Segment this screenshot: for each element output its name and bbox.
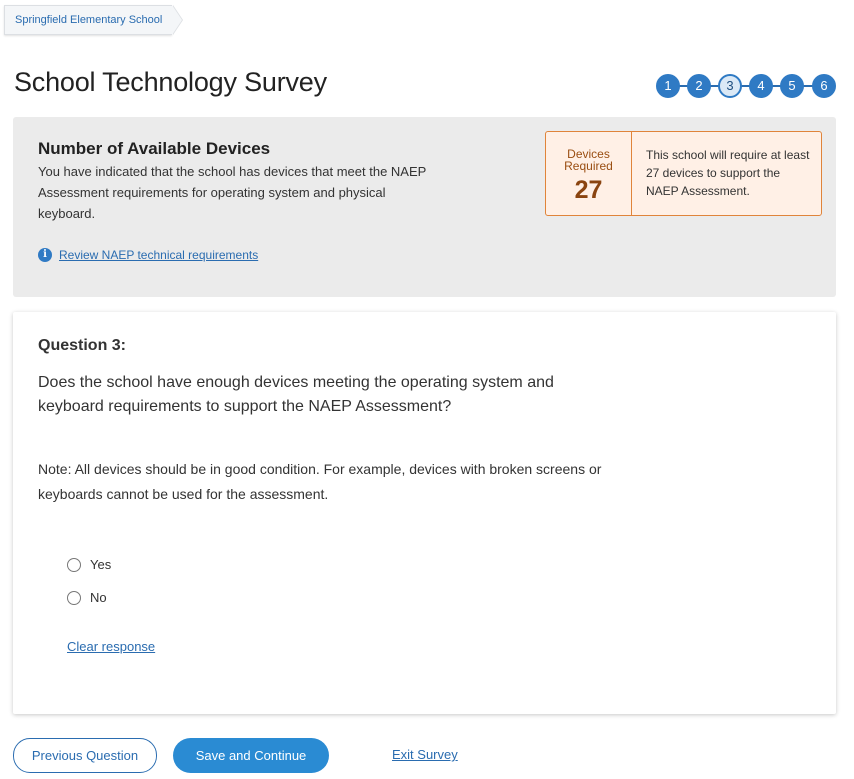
save-and-continue-button[interactable]: Save and Continue xyxy=(173,738,329,773)
devices-required-label: Devices Required xyxy=(564,147,613,173)
step-6[interactable]: 6 xyxy=(812,74,836,98)
breadcrumb[interactable] xyxy=(4,6,182,34)
step-4[interactable]: 4 xyxy=(749,74,773,98)
step-2[interactable]: 2 xyxy=(687,74,711,98)
devices-required-count: 27 xyxy=(574,176,603,204)
question-note: Note: All devices should be in good condition. For example, devices with broken screens or keyboards cannot be used for the assessment. xyxy=(38,461,602,502)
info-body: You have indicated that the school has devices that meet the NAEP Assessment requirements for operating system and physical keyboard. xyxy=(38,164,427,221)
step-5[interactable]: 5 xyxy=(780,74,804,98)
radio-no[interactable] xyxy=(67,591,81,605)
clear-response-link[interactable]: Clear response xyxy=(67,639,156,654)
step-indicator xyxy=(656,74,838,98)
question-card xyxy=(13,312,836,714)
radio-yes[interactable] xyxy=(67,558,81,572)
exit-survey-link[interactable]: Exit Survey xyxy=(392,747,458,762)
page-title: School Technology Survey xyxy=(14,67,327,97)
previous-question-button[interactable]: Previous Question xyxy=(13,738,157,773)
devices-required-card xyxy=(545,131,822,216)
info-title: Number of Available Devices xyxy=(38,139,271,158)
option-yes[interactable] xyxy=(67,557,111,572)
breadcrumb-school[interactable]: Springfield Elementary School xyxy=(4,5,172,35)
review-requirements-link[interactable]: Review NAEP technical requirements xyxy=(59,248,259,262)
option-yes-label: Yes xyxy=(90,557,112,572)
devices-required-note: This school will require at least 27 devices to support the NAEP Assessment. xyxy=(646,148,810,198)
breadcrumb-arrow xyxy=(172,5,182,35)
info-icon: i xyxy=(38,248,52,262)
step-3-current[interactable]: 3 xyxy=(718,74,742,98)
info-panel xyxy=(13,117,836,297)
devices-required-box xyxy=(546,132,632,215)
option-no-label: No xyxy=(90,590,107,605)
option-no[interactable] xyxy=(67,590,107,605)
requirements-link-group[interactable] xyxy=(38,248,258,262)
step-1[interactable]: 1 xyxy=(656,74,680,98)
question-text: Does the school have enough devices meeting the operating system and keyboard requirements to support the NAEP Assessment? xyxy=(38,374,554,415)
question-label: Question 3: xyxy=(38,337,127,354)
